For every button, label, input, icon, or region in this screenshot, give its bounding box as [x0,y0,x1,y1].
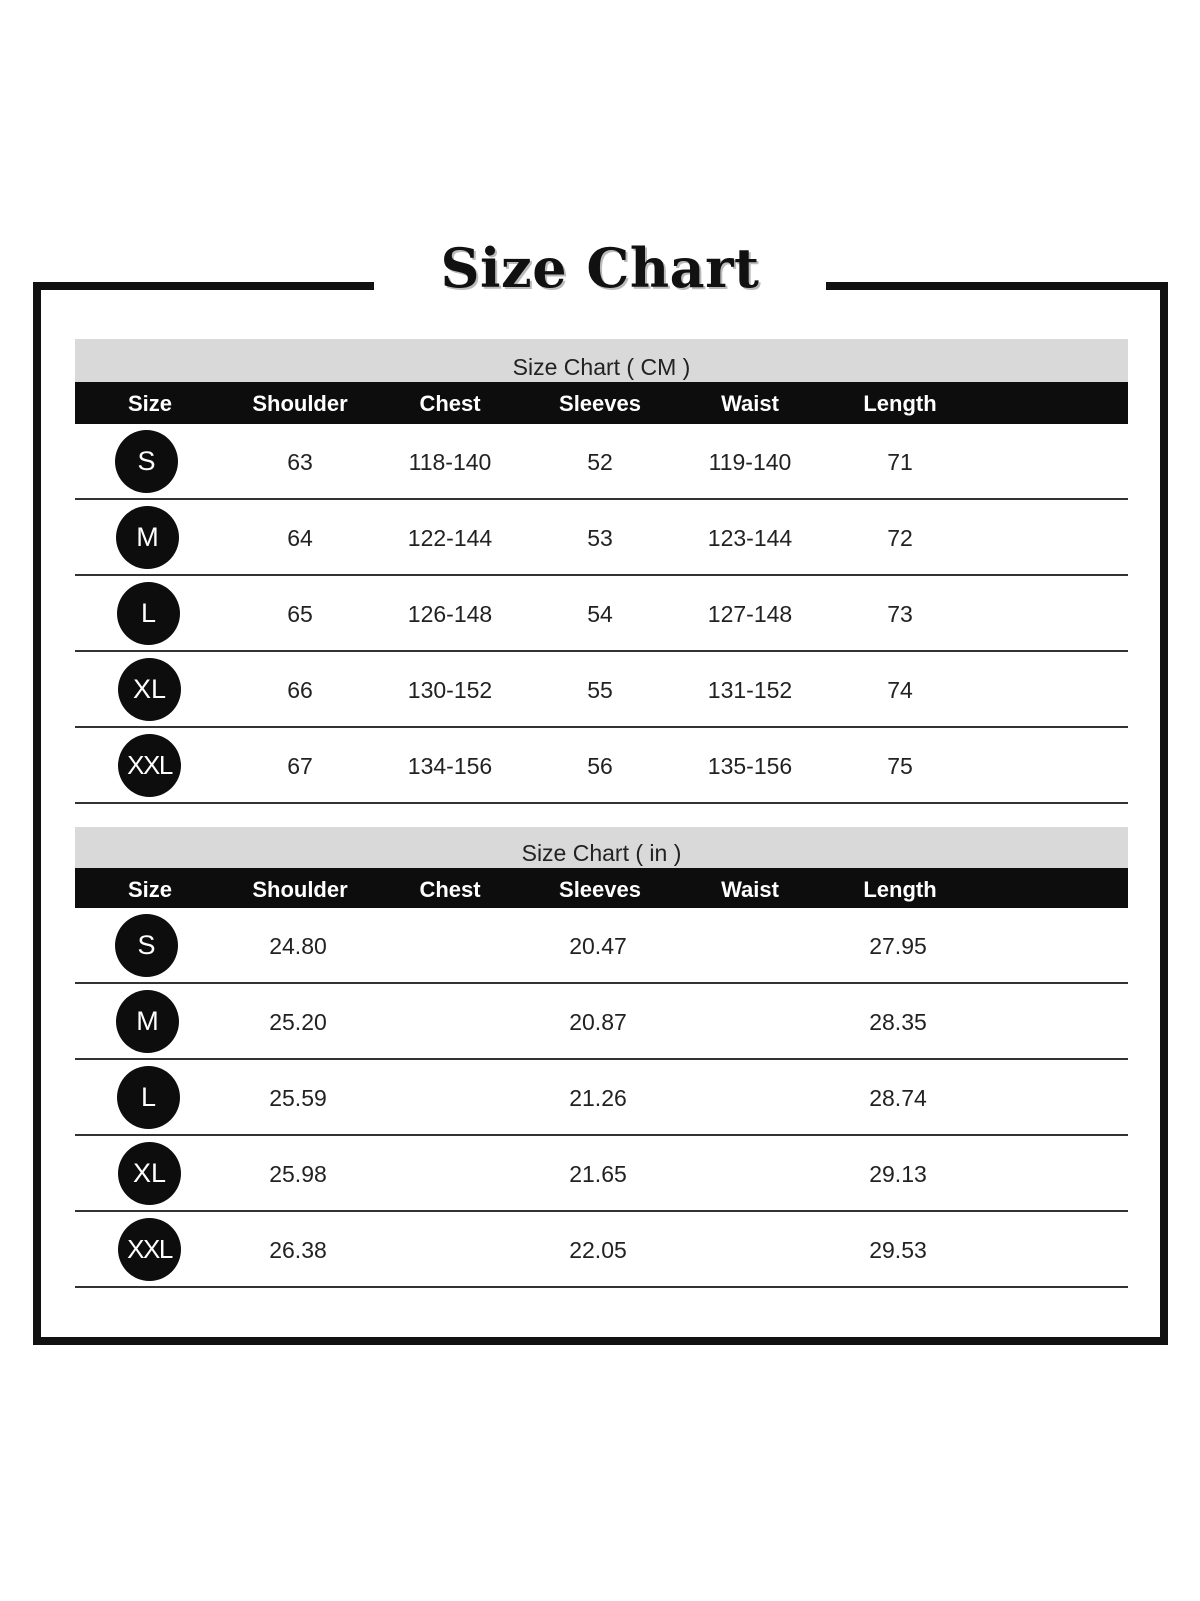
header-waist: Waist [721,877,779,902]
chest-value: 122-144 [407,525,493,551]
size-badge: XL [118,658,181,721]
length-value: 29.53 [869,1237,927,1263]
shoulder-value: 25.59 [269,1085,327,1111]
page-title: Size Chart [440,236,760,300]
shoulder-value: 63 [287,449,313,475]
sleeves-value: 21.65 [569,1161,627,1187]
chest-value: 118-140 [408,449,492,475]
length-value: 28.35 [869,1009,927,1035]
table-row [75,576,1128,652]
waist-value: 127-148 [707,601,793,627]
size-badge: XXL [118,734,181,797]
header-chest: Chest [419,877,481,902]
waist-value: 123-144 [707,525,793,551]
length-value: 72 [887,525,913,551]
table-row [75,728,1128,804]
length-value: 29.13 [869,1161,927,1187]
header-chest: Chest [419,391,481,416]
size-badge: XXL [118,1218,181,1281]
shoulder-value: 64 [287,525,313,551]
chest-value: 134-156 [407,753,493,779]
sleeves-value: 20.47 [569,933,627,959]
size-badge: L [117,1066,180,1129]
length-value: 27.95 [869,933,927,959]
length-value: 73 [887,601,913,627]
shoulder-value: 25.98 [269,1161,327,1187]
table-row [75,652,1128,728]
length-value: 75 [887,753,913,779]
table-row [75,908,1128,984]
header-waist: Waist [721,391,779,416]
sleeves-value: 20.87 [569,1009,627,1035]
shoulder-value: 65 [287,601,313,627]
length-value: 74 [887,677,913,703]
table-header-row [75,868,1128,908]
shoulder-value: 24.80 [269,933,327,959]
size-badge: L [117,582,180,645]
table-row [75,1212,1128,1288]
header-size: Size [127,391,173,416]
size-badge: S [115,430,178,493]
table-row [75,1136,1128,1212]
chest-value: 126-148 [407,601,493,627]
waist-value: 119-140 [708,449,792,475]
sleeves-value: 56 [587,753,613,779]
size-badge: M [116,990,179,1053]
cm-size-table [75,339,1128,804]
chest-value: 130-152 [407,677,493,703]
size-badge: XL [118,1142,181,1205]
table-caption: Size Chart ( CM ) [75,339,1128,382]
sleeves-value: 55 [587,677,613,703]
sleeves-value: 52 [587,449,613,475]
table-row [75,984,1128,1060]
shoulder-value: 67 [287,753,313,779]
waist-value: 135-156 [707,753,793,779]
table-row [75,500,1128,576]
sleeves-value: 53 [587,525,613,551]
sleeves-value: 22.05 [569,1237,627,1263]
table-row [75,424,1128,500]
shoulder-value: 25.20 [269,1009,327,1035]
header-shoulder: Shoulder [252,877,348,902]
sleeves-value: 54 [587,601,613,627]
sleeves-value: 21.26 [569,1085,627,1111]
header-length: Length [863,877,937,902]
table-row [75,1060,1128,1136]
inch-size-table [75,827,1128,1288]
header-shoulder: Shoulder [252,391,348,416]
size-badge: S [115,914,178,977]
shoulder-value: 26.38 [269,1237,327,1263]
size-badge: M [116,506,179,569]
length-value: 28.74 [869,1085,927,1111]
header-length: Length [863,391,937,416]
header-sleeves: Sleeves [559,877,641,902]
header-sleeves: Sleeves [559,391,641,416]
waist-value: 131-152 [707,677,793,703]
shoulder-value: 66 [287,677,313,703]
table-header-row [75,382,1128,424]
length-value: 71 [887,449,913,475]
table-caption: Size Chart ( in ) [75,827,1128,868]
header-size: Size [127,877,173,902]
